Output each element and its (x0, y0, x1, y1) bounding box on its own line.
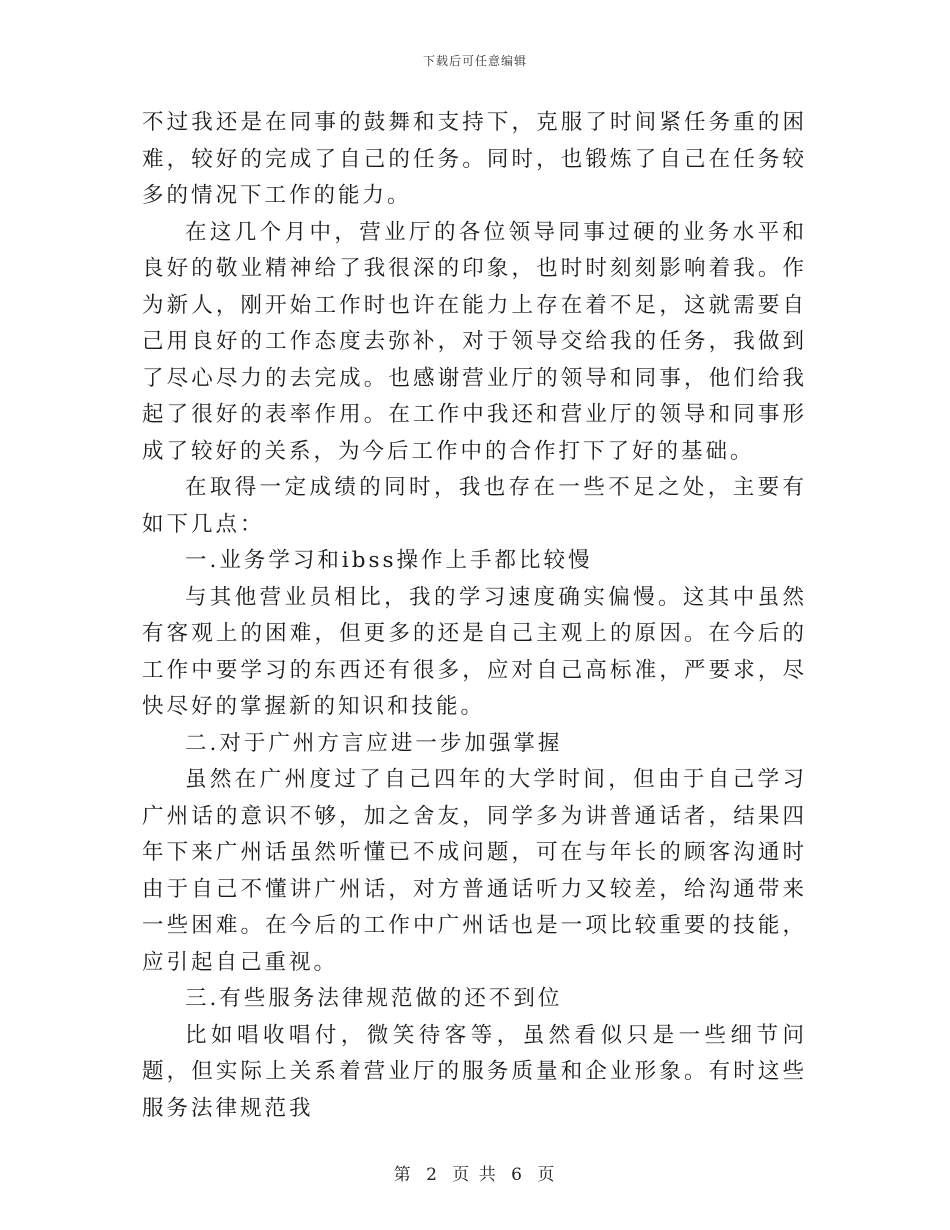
page-header: 下载后可任意编辑 (422, 54, 527, 68)
footer-middle: 页 共 (452, 1165, 498, 1185)
current-page-number: 2 (426, 1165, 439, 1185)
page-footer (0, 1160, 950, 1185)
paragraph: 在取得一定成绩的同时，我也存在一些不足之处，主要有如下几点： (142, 475, 807, 537)
section-heading: 三.有些服务法律规范做的还不到位 (185, 986, 563, 1011)
paragraph: 比如唱收唱付，微笑待客等，虽然看似只是一些细节问题，但实际上关系着营业厅的服务质量和企业形象。有时这些服务法律规范我 (142, 1022, 807, 1121)
section-heading: 二.对于广州方言应进一步加强掌握 (185, 730, 563, 756)
footer-prefix: 第 (393, 1165, 413, 1185)
document-body (142, 105, 807, 1127)
paragraph: 在这几个月中，营业厅的各位领导同事过硬的业务水平和良好的敬业精神给了我很深的印象，也时时刻刻影响着我。作为新人，刚开始工作时也许在能力上存在着不足，这就需要自己用良好的工作态度去弥补，对于领导交给我的任务，我做到了尽心尽力的去完成。也感谢营业厅的领导和同事，他们给我起了很好的表率作用。在工作中我还和营业厅的领导和同事形成了较好的关系，为今后工作中的合作打下了好的基础。 (142, 219, 807, 464)
paragraph: 虽然在广州度过了自己四年的大学时间，但由于自己学习广州话的意识不够，加之舍友，同学多为讲普通话者，结果四年下来广州话虽然听懂已不成问题，可在与年长的顾客沟通时由于自己不懂讲广州话，对方普通话听力又较差，给沟通带来一些困难。在今后的工作中广州话也是一项比较重要的技能，应引起自己重视。 (142, 767, 807, 975)
total-pages-number: 6 (511, 1165, 524, 1185)
footer-suffix: 页 (537, 1165, 557, 1185)
paragraph: 与其他营业员相比，我的学习速度确实偏慢。这其中虽然有客观上的困难，但更多的还是自己主观上的原因。在今后的工作中要学习的东西还有很多，应对自己高标准，严要求，尽快尽好的掌握新的知识和技能。 (142, 584, 807, 719)
section-heading: 一.业务学习和ibss操作上手都比较慢 (185, 548, 593, 573)
paragraph: 不过我还是在同事的鼓舞和支持下，克服了时间紧任务重的困难，较好的完成了自己的任务。同时，也锻炼了自己在任务较多的情况下工作的能力。 (142, 110, 807, 208)
